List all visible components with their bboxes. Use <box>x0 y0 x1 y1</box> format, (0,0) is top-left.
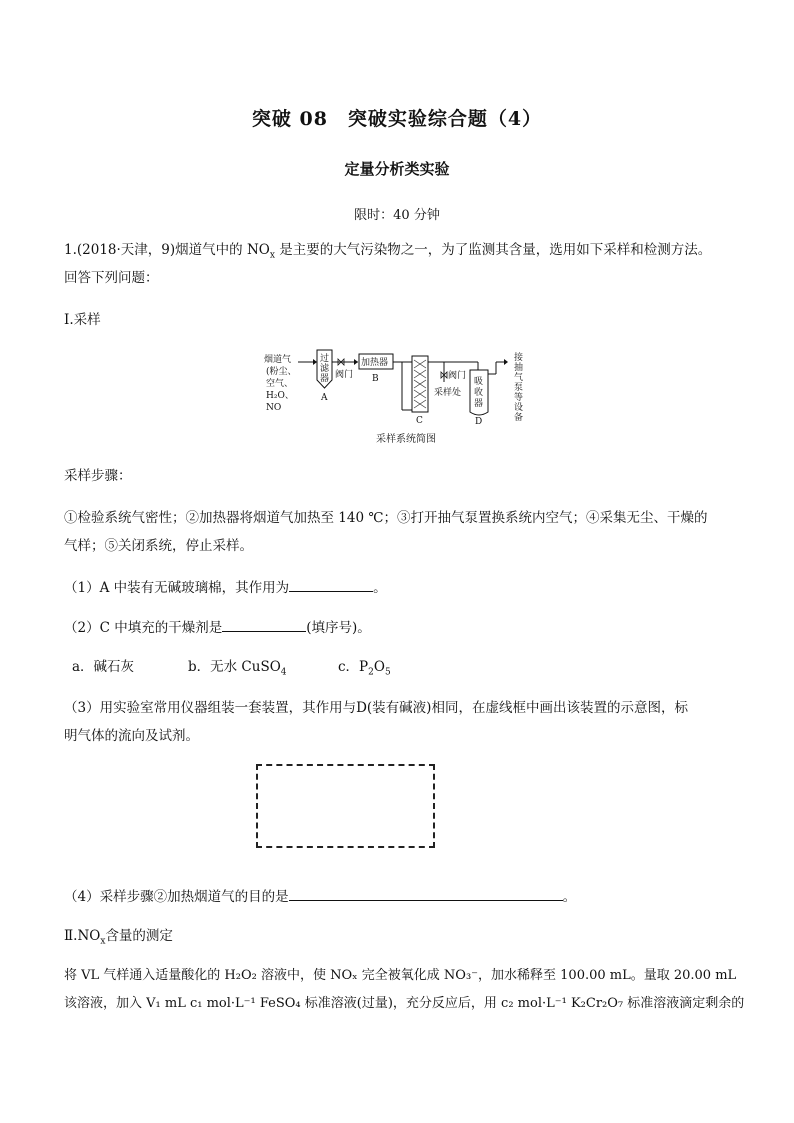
para2-line-1: 将 VL 气样通入适量酸化的 H₂O₂ 溶液中，使 NOₓ 完全被氧化成 NO₃⁻，加水稀释至 100.00 mL。量取 20.00 mL <box>64 968 737 983</box>
sampling-system-diagram <box>262 348 532 430</box>
filter-char-2: 滤 <box>320 364 330 374</box>
gas-source-3: 空气、 <box>266 379 294 389</box>
pump-char-4: 泵 <box>514 383 524 393</box>
answer-blank-2[interactable] <box>222 617 306 632</box>
option-a: a．碱石灰 <box>72 659 135 675</box>
option-c-text: c．P <box>338 659 369 675</box>
absorber-char-1: 吸 <box>474 377 484 387</box>
filter-char-3: 器 <box>320 374 330 384</box>
section2-sub: x <box>100 936 106 947</box>
q1-4-suffix: 。 <box>562 889 577 905</box>
sampling-point-label: 采样处 <box>434 388 462 398</box>
steps-line-2: 气样；⑤关闭系统，停止采样。 <box>64 538 253 554</box>
q1-3-line-2: 明气体的流向及试剂。 <box>64 728 199 744</box>
question-1-intro <box>64 240 711 266</box>
dryer-label: C <box>416 416 423 426</box>
section2-part-a: Ⅱ.NO <box>64 928 101 944</box>
valve-1-label: 阀门 <box>335 370 354 380</box>
gas-source-1: 烟道气 <box>264 355 292 365</box>
filter-label: A <box>321 393 328 403</box>
arrow-head-3 <box>504 359 508 365</box>
page-subtitle: 定量分析类实验 <box>344 160 450 178</box>
pump-char-7: 备 <box>514 413 524 423</box>
option-c-mid: O <box>373 659 385 675</box>
q1-3-line-1: （3）用实验室常用仪器组装一套装置，其作用与D(装有碱液)相同，在虚线框中画出该装置的示意图，标 <box>64 700 688 716</box>
q1-1-prefix: （1）A 中装有无碱玻璃棉，其作用为 <box>64 580 290 596</box>
pump-char-6: 设 <box>514 403 524 413</box>
steps-heading: 采样步骤： <box>64 468 132 484</box>
q1-line2: 回答下列问题： <box>64 270 159 286</box>
heater-text: 加热器 <box>361 358 389 368</box>
q1-1-suffix: 。 <box>373 580 387 596</box>
option-b-sub: 4 <box>280 667 287 678</box>
filter-char-1: 过 <box>320 354 330 364</box>
option-b-text: b．无水 CuSO <box>188 659 281 675</box>
pump-char-1: 接 <box>514 353 524 363</box>
answer-blank-1[interactable] <box>289 577 373 592</box>
gas-source-4: H₂O、 <box>266 391 294 401</box>
option-b <box>188 657 287 683</box>
arrow-head-1 <box>313 359 317 365</box>
q1-4-prefix: （4）采样步骤②加热烟道气的目的是 <box>64 889 289 905</box>
diagram-caption: 采样系统简图 <box>376 434 436 445</box>
heater-label: B <box>372 374 379 384</box>
pump-char-2: 抽 <box>514 363 524 373</box>
section-nox-heading <box>64 926 173 952</box>
q1-2-prefix: （2）C 中填充的干燥剂是 <box>64 620 223 636</box>
gas-source-2: (粉尘、 <box>266 367 297 377</box>
answer-blank-4[interactable] <box>289 886 563 901</box>
absorber-char-2: 收 <box>474 388 484 398</box>
pump-char-3: 气 <box>514 373 524 383</box>
question-1-4 <box>64 886 576 907</box>
absorber-char-3: 器 <box>474 399 484 409</box>
page-title: 突破 08 突破实验综合题（4） <box>251 108 543 130</box>
question-1-2 <box>64 617 371 638</box>
q1-line1-tail: 是主要的大气污染物之一，为了监测其含量，选用如下采样和检测方法。 <box>274 242 712 258</box>
q1-line1: 1.(2018·天津，9)烟道气中的 NO <box>64 242 270 258</box>
option-c <box>338 657 391 683</box>
absorber-label: D <box>475 417 483 427</box>
section2-part-b: 含量的测定 <box>105 928 173 944</box>
valve-2-label: 阀门 <box>448 371 467 381</box>
option-c-sub1: 2 <box>368 667 374 678</box>
section-sampling-heading: Ⅰ.采样 <box>64 312 101 328</box>
q1-2-suffix: (填序号)。 <box>306 620 371 636</box>
steps-line-1: ①检验系统气密性；②加热器将烟道气加热至 140 ℃；③打开抽气泵置换系统内空气；④采集无尘、干燥的 <box>64 510 708 526</box>
time-limit: 限时：40 分钟 <box>354 208 440 223</box>
question-1-1 <box>64 577 387 598</box>
pump-char-5: 等 <box>514 393 524 403</box>
drawing-answer-box[interactable] <box>256 764 435 848</box>
q1-line1-sub: x <box>269 250 275 261</box>
option-c-sub2: 5 <box>384 667 391 678</box>
gas-source-5: NO <box>266 403 282 413</box>
para2-line-2: 该溶液，加入 V₁ mL c₁ mol·L⁻¹ FeSO₄ 标准溶液(过量)，充分反应后，用 c₂ mol·L⁻¹ K₂Cr₂O₇ 标准溶液滴定剩余的 <box>64 996 745 1011</box>
arrow-head-2 <box>354 359 358 365</box>
